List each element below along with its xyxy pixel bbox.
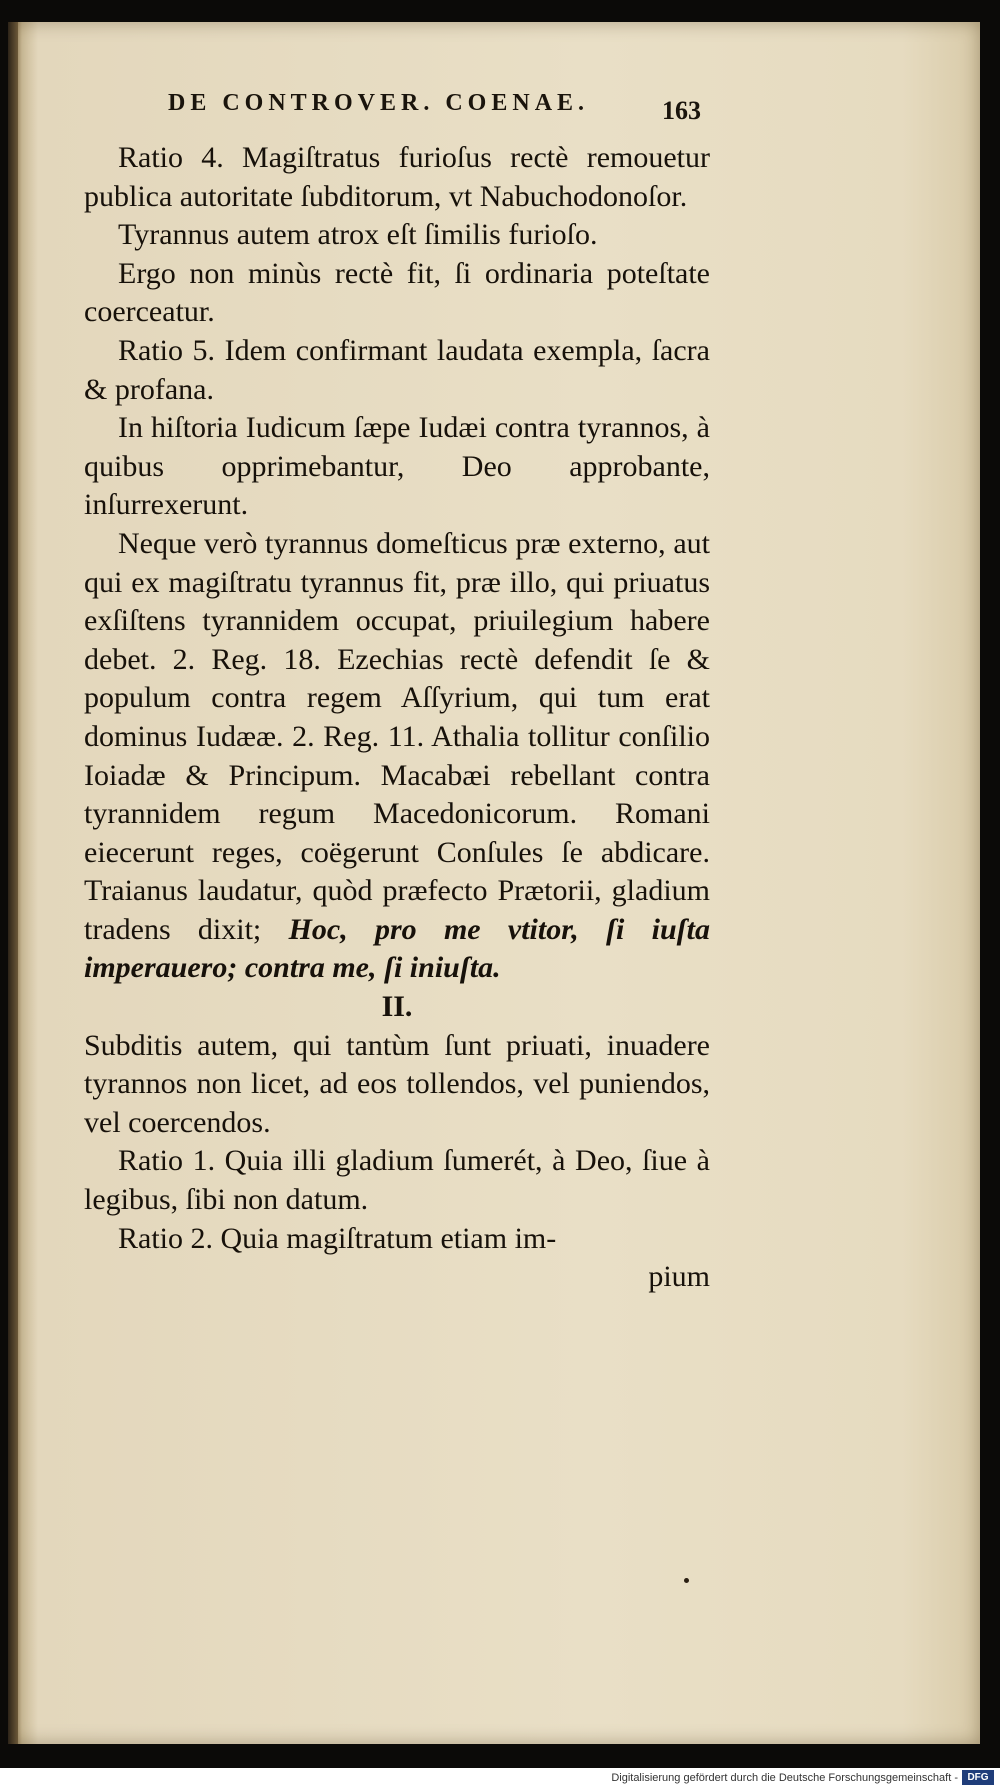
page-edge [980, 22, 1000, 1744]
paragraph: Ratio 2. Quia magiſtratum etiam im- [118, 1221, 557, 1255]
paragraph-text: Neque verò tyrannus domeſticus præ externo, aut qui ex magiſtratu tyrannus fit, præ illo, qui priuatus exſiſtens tyrannidem occupat, priuilegium habere debet. 2. Reg. 18. Ezechias rectè defendit ſe & populum contra regem Aſſyrium, qui tum erat dominus Iudææ. 2. Reg. 11. Athalia tollitur conſilio Ioiadæ & Principum. Macabæi rebellant contra tyrannidem regum Macedonicorum. Romani eiecerunt reges, coëgerunt Conſules ſe abdicare. Traianus laudatur, quòd præfecto Prætorii, gladium tradens dixit; [84, 526, 710, 946]
paragraph: Ratio 1. Quia illi gladium ſumerét, à Deo, ſiue à legibus, ſibi non datum. [84, 1144, 710, 1217]
body-text [84, 139, 710, 1297]
paragraph [84, 525, 710, 988]
paragraph: Ratio 5. Idem confirmant laudata exempla, ſacra & profana. [84, 333, 710, 406]
dfg-logo: DFG [962, 1770, 994, 1785]
running-head: DE CONTROVER. COENAE. [168, 90, 590, 116]
book-page [8, 22, 980, 1744]
section-number: II. [381, 990, 413, 1024]
paragraph: Tyrannus autem atrox eſt ſimilis furioſo. [118, 218, 598, 252]
catchword: pium [648, 1260, 710, 1294]
quotation: Hoc, pro me vtitor, ſi iuſta imperauero; contra me, ſi iniuſta. [84, 912, 710, 985]
paragraph: Ergo non minùs rectè fit, ſi ordinaria poteſtate coerceatur. [84, 256, 710, 329]
page-number: 163 [662, 96, 701, 125]
digitization-credit: Digitalisierung gefördert durch die Deutsche Forschungsgemeinschaft - [611, 1772, 958, 1784]
ink-speck [684, 1578, 689, 1583]
paragraph: Ratio 4. Magiſtratus furioſus rectè remouetur publica autoritate ſubditorum, vt Nabuchodonoſor. [84, 141, 710, 213]
paragraph: Subditis autem, qui tantùm ſunt priuati, inuadere tyrannos non licet, ad eos tollendos, vel puniendos, vel coercendos. [84, 1028, 710, 1139]
paragraph: In hiſtoria Iudicum ſæpe Iudæi contra tyrannos, à quibus opprimebantur, Deo approbante, inſurrexerunt. [84, 411, 710, 522]
